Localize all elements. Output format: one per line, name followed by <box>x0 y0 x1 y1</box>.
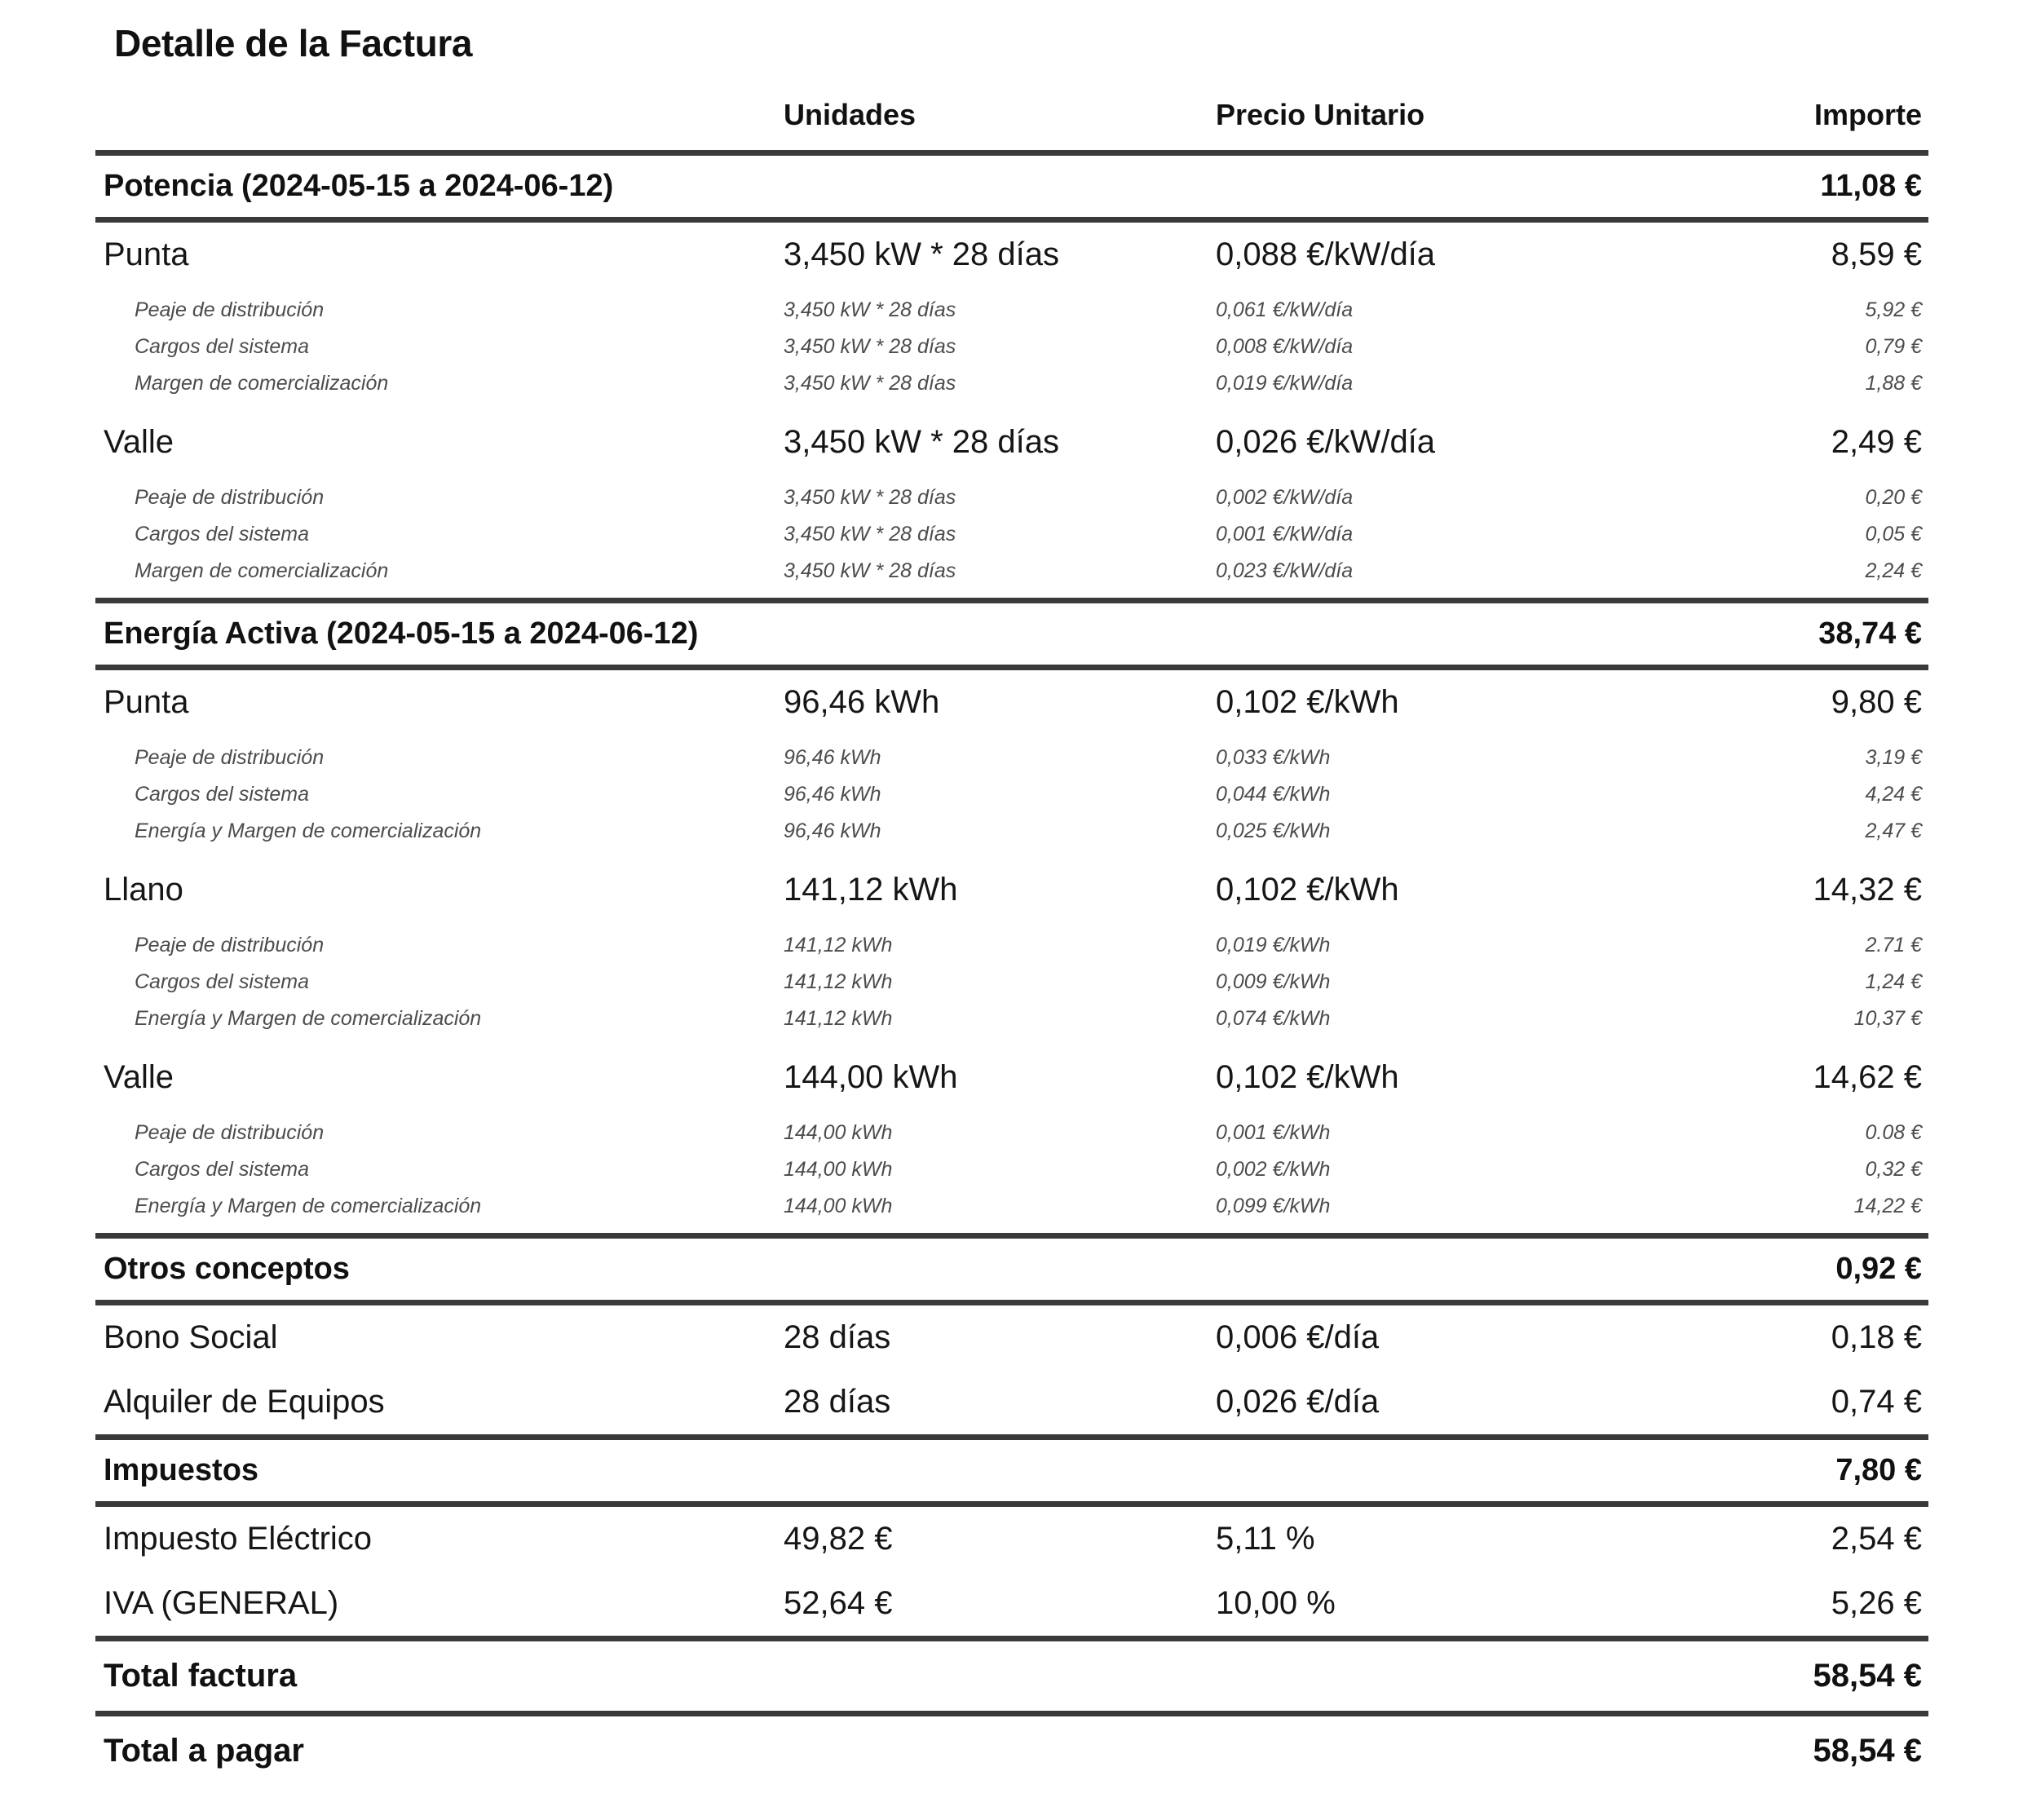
subrow-concept: Cargos del sistema <box>135 1158 309 1181</box>
row-units: 52,64 € <box>784 1585 893 1621</box>
row-concept: IVA (GENERAL) <box>104 1585 339 1621</box>
subrow-concept: Energía y Margen de comercialización <box>135 1195 482 1217</box>
row-amount: 14,32 € <box>1813 872 1922 908</box>
subrow-concept: Energía y Margen de comercialización <box>135 1007 482 1030</box>
subrow-amount: 3,19 € <box>1865 746 1922 769</box>
table-subrow <box>95 1151 1928 1188</box>
section-amount: 11,08 € <box>1612 153 1928 220</box>
table-subrow <box>95 516 1928 553</box>
table-subrow <box>95 287 1928 329</box>
table-subrow <box>95 475 1928 516</box>
total-row <box>95 1639 1928 1714</box>
row-amount: 0,74 € <box>1831 1384 1922 1420</box>
subrow-concept: Margen de comercialización <box>135 372 389 395</box>
subrow-amount: 1,88 € <box>1865 372 1922 395</box>
table-subrow <box>95 329 1928 365</box>
subrow-concept: Cargos del sistema <box>135 523 309 546</box>
subrow-unit-price: 0,044 €/kWh <box>1216 783 1331 806</box>
subrow-unit-price: 0,019 €/kWh <box>1216 934 1331 956</box>
table-row <box>95 1571 1928 1639</box>
total-amount: 58,54 € <box>1612 1714 1928 1787</box>
subrow-units: 3,450 kW * 28 días <box>784 523 956 546</box>
section-header-row <box>95 153 1928 220</box>
subrow-unit-price: 0,074 €/kWh <box>1216 1007 1331 1030</box>
table-row <box>95 220 1928 288</box>
table-row <box>95 410 1928 475</box>
row-concept: Valle <box>104 1059 174 1095</box>
row-units: 141,12 kWh <box>784 872 958 908</box>
table-subrow <box>95 365 1928 410</box>
section-title: Otros conceptos <box>95 1236 1612 1303</box>
subrow-units: 3,450 kW * 28 días <box>784 372 956 395</box>
row-concept: Valle <box>104 424 174 460</box>
table-row <box>95 1303 1928 1371</box>
subrow-amount: 5,92 € <box>1865 298 1922 321</box>
table-subrow <box>95 776 1928 813</box>
subrow-amount: 0,20 € <box>1865 486 1922 509</box>
section-header-row <box>95 1236 1928 1303</box>
total-label: Total a pagar <box>95 1714 1612 1787</box>
row-unit-price: 0,026 €/día <box>1216 1384 1380 1420</box>
subrow-amount: 0.08 € <box>1865 1121 1922 1144</box>
table-subrow <box>95 922 1928 964</box>
subrow-concept: Cargos del sistema <box>135 970 309 993</box>
subrow-unit-price: 0,061 €/kW/día <box>1216 298 1354 321</box>
table-subrow <box>95 1188 1928 1236</box>
row-units: 28 días <box>784 1384 891 1420</box>
subrow-concept: Cargos del sistema <box>135 335 309 358</box>
subrow-unit-price: 0,009 €/kWh <box>1216 970 1331 993</box>
section-amount: 7,80 € <box>1612 1438 1928 1504</box>
subrow-units: 96,46 kWh <box>784 783 881 806</box>
row-amount: 5,26 € <box>1831 1585 1922 1621</box>
row-amount: 8,59 € <box>1831 236 1922 272</box>
row-amount: 2,49 € <box>1831 424 1922 460</box>
subrow-amount: 2,47 € <box>1865 819 1922 842</box>
subrow-concept: Peaje de distribución <box>135 298 325 321</box>
table-subrow <box>95 813 1928 858</box>
table-subrow <box>95 964 1928 1001</box>
section-amount: 38,74 € <box>1612 601 1928 668</box>
subrow-concept: Cargos del sistema <box>135 783 309 806</box>
section-title: Potencia (2024-05-15 a 2024-06-12) <box>95 153 1612 220</box>
table-row <box>95 1045 1928 1110</box>
subrow-units: 3,450 kW * 28 días <box>784 335 956 358</box>
section-title: Energía Activa (2024-05-15 a 2024-06-12) <box>95 601 1612 668</box>
column-header-amount: Importe <box>1813 98 1922 131</box>
row-unit-price: 0,102 €/kWh <box>1216 1059 1399 1095</box>
subrow-units: 3,450 kW * 28 días <box>784 486 956 509</box>
row-amount: 2,54 € <box>1831 1521 1922 1557</box>
column-header-concept <box>95 98 772 153</box>
table-body <box>95 153 1928 1787</box>
table-subrow <box>95 1001 1928 1045</box>
subrow-units: 3,450 kW * 28 días <box>784 298 956 321</box>
row-amount: 14,62 € <box>1813 1059 1922 1095</box>
row-unit-price: 0,006 €/día <box>1216 1319 1380 1355</box>
subrow-unit-price: 0,002 €/kW/día <box>1216 486 1354 509</box>
subrow-unit-price: 0,099 €/kWh <box>1216 1195 1331 1217</box>
subrow-units: 96,46 kWh <box>784 746 881 769</box>
row-concept: Punta <box>104 684 189 720</box>
table-subrow <box>95 735 1928 776</box>
row-concept: Alquiler de Equipos <box>104 1384 385 1420</box>
total-row <box>95 1714 1928 1787</box>
subrow-units: 3,450 kW * 28 días <box>784 559 956 582</box>
subrow-unit-price: 0,002 €/kWh <box>1216 1158 1331 1181</box>
row-units: 144,00 kWh <box>784 1059 958 1095</box>
table-row <box>95 1504 1928 1572</box>
row-concept: Llano <box>104 872 183 908</box>
subrow-units: 141,12 kWh <box>784 970 893 993</box>
page-title: Detalle de la Factura <box>114 22 472 64</box>
row-concept: Punta <box>104 236 189 272</box>
total-amount: 58,54 € <box>1612 1639 1928 1714</box>
table-row <box>95 1370 1928 1438</box>
subrow-concept: Energía y Margen de comercialización <box>135 819 482 842</box>
subrow-concept: Peaje de distribución <box>135 934 325 956</box>
section-header-row <box>95 1438 1928 1504</box>
subrow-units: 144,00 kWh <box>784 1121 893 1144</box>
subrow-unit-price: 0,001 €/kWh <box>1216 1121 1331 1144</box>
section-title: Impuestos <box>95 1438 1612 1504</box>
subrow-amount: 0,05 € <box>1865 523 1922 546</box>
subrow-amount: 0,79 € <box>1865 335 1922 358</box>
section-header-row <box>95 601 1928 668</box>
subrow-amount: 4,24 € <box>1865 783 1922 806</box>
row-unit-price: 0,102 €/kWh <box>1216 872 1399 908</box>
subrow-units: 96,46 kWh <box>784 819 881 842</box>
subrow-amount: 0,32 € <box>1865 1158 1922 1181</box>
row-unit-price: 10,00 % <box>1216 1585 1336 1621</box>
subrow-amount: 14,22 € <box>1853 1195 1922 1217</box>
subrow-concept: Peaje de distribución <box>135 746 325 769</box>
invoice-detail-table <box>95 98 1928 1786</box>
table-row <box>95 668 1928 736</box>
column-header-units: Unidades <box>784 98 917 131</box>
subrow-unit-price: 0,033 €/kWh <box>1216 746 1331 769</box>
subrow-units: 144,00 kWh <box>784 1158 893 1181</box>
table-row <box>95 858 1928 922</box>
subrow-unit-price: 0,023 €/kW/día <box>1216 559 1354 582</box>
row-units: 96,46 kWh <box>784 684 940 720</box>
row-unit-price: 5,11 % <box>1216 1521 1315 1557</box>
row-amount: 0,18 € <box>1831 1319 1922 1355</box>
row-amount: 9,80 € <box>1831 684 1922 720</box>
subrow-amount: 1,24 € <box>1865 970 1922 993</box>
table-subrow <box>95 553 1928 601</box>
subrow-concept: Margen de comercialización <box>135 559 389 582</box>
subrow-concept: Peaje de distribución <box>135 1121 325 1144</box>
subrow-amount: 10,37 € <box>1853 1007 1922 1030</box>
column-header-unit-price: Precio Unitario <box>1216 98 1425 131</box>
table-subrow <box>95 1110 1928 1151</box>
subrow-unit-price: 0,008 €/kW/día <box>1216 335 1354 358</box>
table-header-row <box>95 98 1928 153</box>
subrow-units: 141,12 kWh <box>784 934 893 956</box>
table-header <box>95 98 1928 153</box>
subrow-concept: Peaje de distribución <box>135 486 325 509</box>
subrow-unit-price: 0,025 €/kWh <box>1216 819 1331 842</box>
total-label: Total factura <box>95 1639 1612 1714</box>
subrow-amount: 2.71 € <box>1865 934 1922 956</box>
subrow-units: 141,12 kWh <box>784 1007 893 1030</box>
subrow-unit-price: 0,019 €/kW/día <box>1216 372 1354 395</box>
section-amount: 0,92 € <box>1612 1236 1928 1303</box>
row-units: 3,450 kW * 28 días <box>784 424 1059 460</box>
row-unit-price: 0,026 €/kW/día <box>1216 424 1436 460</box>
row-unit-price: 0,088 €/kW/día <box>1216 236 1436 272</box>
subrow-unit-price: 0,001 €/kW/día <box>1216 523 1354 546</box>
row-units: 3,450 kW * 28 días <box>784 236 1059 272</box>
subrow-amount: 2,24 € <box>1865 559 1922 582</box>
row-concept: Impuesto Eléctrico <box>104 1521 373 1557</box>
row-unit-price: 0,102 €/kWh <box>1216 684 1399 720</box>
row-units: 28 días <box>784 1319 891 1355</box>
subrow-units: 144,00 kWh <box>784 1195 893 1217</box>
row-units: 49,82 € <box>784 1521 893 1557</box>
row-concept: Bono Social <box>104 1319 278 1355</box>
